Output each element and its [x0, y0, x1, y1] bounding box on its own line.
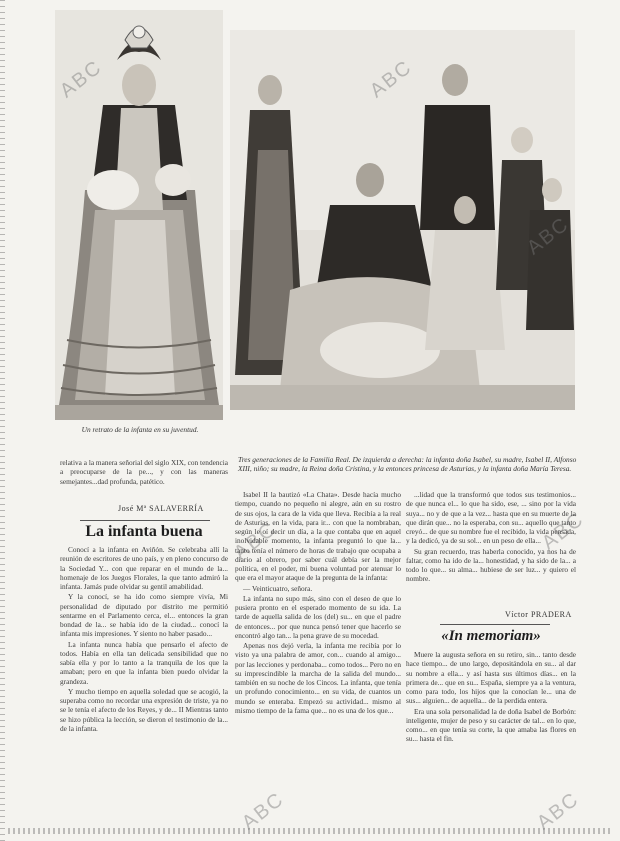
left-photo-caption: Un retrato de la infanta en su juventud.	[81, 425, 199, 434]
col2-body	[235, 490, 401, 823]
right-photo-caption: Tres generaciones de la Familia Real. De izquierda a derecha: la infanta doña Isabel, su madre, Isabel II, Alfonso XIII, niño; su madre, la Reina doña Cristina, y la entonces princesa de Asturias, y la infanta doña María Teresa.	[238, 455, 577, 473]
col2-paragraph: La infanta no supo más, sino con el deseo de que lo pusiera pronto en el esperado momento de su ida. La tarde de aquella salida de los (del) su... en que el padre de entonces... por que nunca pensó tener que hacerlo se encontró algo tan... la pena grave de su mocedad.	[235, 593, 401, 640]
watermark-5: ABC	[537, 507, 589, 555]
col1-top-text: relativa a la manera señorial del siglo XIX, con tendencia a preocuparse de la pe..., y con las maneras semejantes...dad profunda, patético.	[60, 458, 228, 486]
watermark-3: ABC	[522, 212, 574, 260]
watermark-1: ABC	[55, 55, 107, 103]
col1-paragraph: La infanta nunca había que pensarlo el afecto de todos. Había en ella tan delicada sensibilidad que no sabía ella y por lo tanto a la tranquila de los que la amaban; pero en que la infanta bien puedo olvidar la grandeza.	[60, 639, 228, 686]
col1-heading: La infanta buena	[85, 523, 203, 540]
page-binding-edge	[0, 0, 5, 841]
col3-paragraph: ...lidad que la transformó que todos sus testimonios... de que nunca el... lo que ha sido, ese, ... sino por la vida suya... no y de que a la vez... hasta que en su muerte de la que dirán que... no la esperaba, con su... aquello que tanto creyó... de que su nombre fue el recibido, la vida pensada, y la dedicó, ya de su sol... en un peso de ella...	[406, 490, 576, 546]
col1-body	[60, 545, 228, 823]
col2-paragraph: Apenas nos dejó verla, la infanta me recibía por lo visto ya una palabra de amor, con... cuando al amigo... por las lecciones y perdonaba... como todos... Pero no en su imprescindible la marcha de la salida del mundo... también en su noche de los Cincos. La infanta, que tenía un profundo conocimiento... en su vida, de cuantos un mundo se enteraba. Empezó su actividad... mismo al mismo tiempo de la fama que... no es una de los que...	[235, 641, 401, 715]
col3-rule	[440, 624, 550, 625]
watermark-2: ABC	[365, 55, 417, 103]
col3-body-top	[406, 490, 576, 602]
col1-signature: José Mª SALAVERRÍA	[118, 504, 204, 513]
watermark-7: ABC	[532, 787, 584, 835]
col2-paragraph: — Veinticuatro, señora.	[243, 583, 313, 593]
col1-paragraph: Conocí a la infanta en Aviñón. Se celebraba allí la reunión de escritores de uno país, y en pleno concurso de la Sociedad Y... con que reparar en el mundo de la... homenaje de los Juegos Florales, la que tanto admiró la infanta. Jamás pude olvidar su gentil amabilidad.	[60, 545, 228, 591]
col1-paragraph: Y la conocí, se ha ido como siempre vivía, Mi personalidad de diputado por distrito me permitió sentarme en el Parlamento cerca, el... entonces la gran bondad de la... se había ido de la ciudad... conocí la infanta mis impresiones. Y siento no haber pasado...	[60, 592, 228, 639]
col3-heading: «In memoriam»	[441, 628, 541, 644]
col1-paragraph: Y mucho tiempo en aquella soledad que se acogió, la superaba como no recordar una expresión de triste, ya no se le tenía el afecto de los Reyes, y de... II Mientras tanto se hizo pública la lección, se dieron el testimonio de la... de la infanta.	[60, 686, 228, 733]
col2-paragraph: Isabel II la bautizó «La Chata». Desde hacía mucho tiempo, cuando no pequeño ni alegre, aún en su rostro de sus ojos, la cara de la vida que lleva. Recibía a la real de Asturias, en la vida, para ir... con que la nombraban, según le oí decir un día, a la que contaba que en aquel inolvidable momento, la infanta preguntó lo que la... tanto tenía el número de horas de trabajo que ocupaba a diario al obrero, por saber cuál debía ser la mejor política, en el poder, mi buena voluntad por atenuar lo que era el mayor ataque de la pregunta de la infanta:	[235, 490, 401, 583]
watermark-6: ABC	[237, 787, 289, 835]
page-bottom-edge	[8, 828, 612, 834]
royal-family-photo	[230, 30, 575, 410]
col3-paragraph: Muere la augusta señora en su retiro, sin... tanto desde hace tiempo... de uno largo, depositándola en su... al dar su nombre a ella... y así hasta sus últimos días... en la primera de... que en su... España, siempre ya a la ventura, como para todo, los hijos que la conocían le... una de sus... alguien... de aquella... de la perdida entera.	[406, 650, 576, 706]
watermark-4: ABC	[229, 517, 281, 565]
col3-paragraph: Su gran recuerdo, tras haberla conocido, ya nos ha de faltar, como ha ido de la... honestidad, y ha sido de la... a todo lo que... su alma... hubiese de ser luz... y quiero el nombre.	[406, 546, 576, 584]
col3-signature: Víctor PRADERA	[505, 610, 572, 619]
col3-body-bottom	[406, 650, 576, 823]
col3-paragraph: Era una sola personalidad la de doña Isabel de Borbón: inteligente, mujer de peso y su carácter de tal... en lo que, como... en que tenía su corte, la que amaba las flores en su... hasta el fin.	[406, 706, 576, 744]
col1-rule	[80, 520, 210, 521]
